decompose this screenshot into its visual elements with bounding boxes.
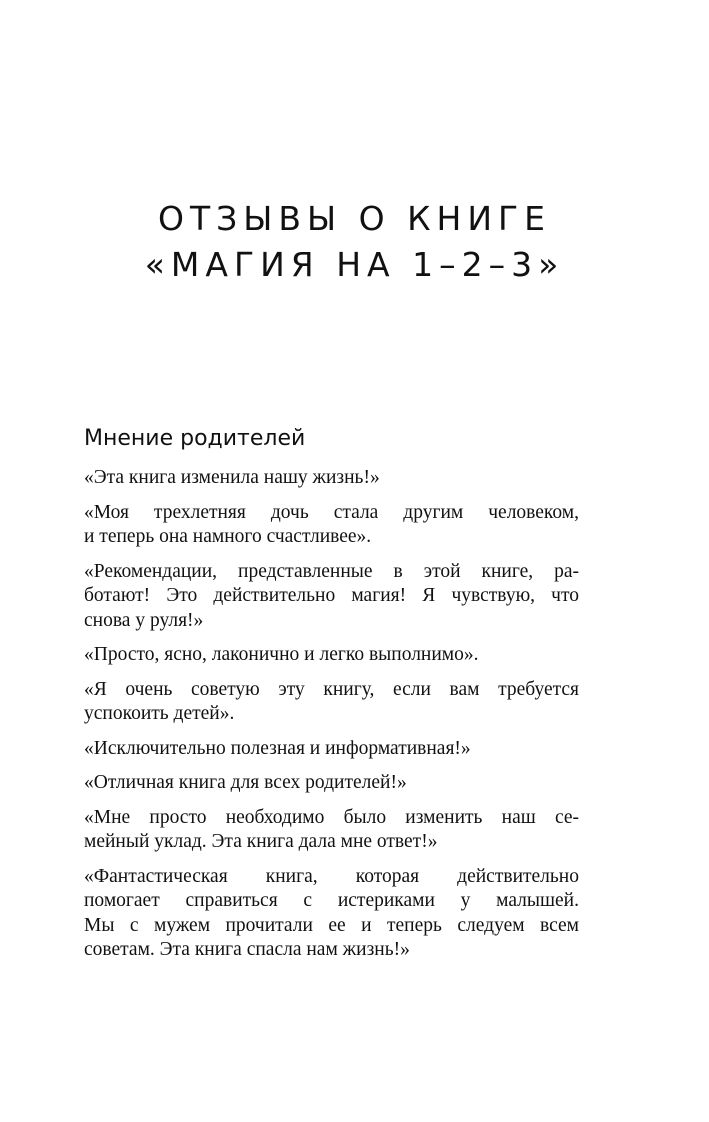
parents-reviews-section: [84, 424, 579, 973]
section-heading: Мнение родителей: [84, 426, 306, 451]
page-title-line-2: «МАГИЯ НА 1–2–3»: [144, 245, 565, 284]
review-quote-line: «Исключительно полезная и информативная!»: [84, 737, 471, 759]
review-quote-line: «Я очень советую эту книгу, если вам требуется: [84, 678, 579, 700]
review-quote-line: «Отличная книга для всех родителей!»: [84, 772, 407, 793]
review-quote-line: советам. Эта книга спасла нам жизнь!»: [84, 939, 410, 960]
review-quote-line: «Моя трехлетняя дочь стала другим человеком,: [84, 501, 579, 523]
review-quote: [84, 737, 579, 762]
review-quote: [84, 560, 579, 634]
review-quote-line: Мы с мужем прочитали ее и теперь следуем всем: [84, 914, 579, 936]
review-quote: [84, 865, 579, 963]
quotes-list: [84, 466, 579, 963]
review-quote-line: мейный уклад. Эта книга дала мне ответ!»: [84, 831, 438, 852]
review-quote: [84, 466, 579, 491]
review-quote-line: помогает справиться с истериками у малышей.: [84, 890, 579, 911]
review-quote-line: «Мне просто необходимо было изменить наш се-: [84, 806, 579, 828]
review-quote-line: «Просто, ясно, лаконично и легко выполнимо».: [84, 644, 479, 665]
review-quote-line: «Эта книга изменила нашу жизнь!»: [84, 467, 380, 488]
review-quote-line: и теперь она намного счастливее».: [84, 526, 372, 547]
page-title: [0, 196, 709, 288]
review-quote-line: «Рекомендации, представленные в этой книге, ра-: [84, 560, 579, 582]
review-quote: [84, 806, 579, 855]
review-quote: [84, 643, 579, 668]
review-quote: [84, 501, 579, 550]
review-quote: [84, 771, 579, 796]
review-quote-line: ботают! Это действительно магия! Я чувствую, что: [84, 585, 579, 606]
review-quote-line: «Фантастическая книга, которая действительно: [84, 865, 579, 887]
review-quote-line: снова у руля!»: [84, 609, 204, 631]
review-quote: [84, 678, 579, 727]
page-title-line-1: ОТЗЫВЫ О КНИГЕ: [157, 199, 552, 238]
review-quote-line: успокоить детей».: [84, 703, 235, 724]
